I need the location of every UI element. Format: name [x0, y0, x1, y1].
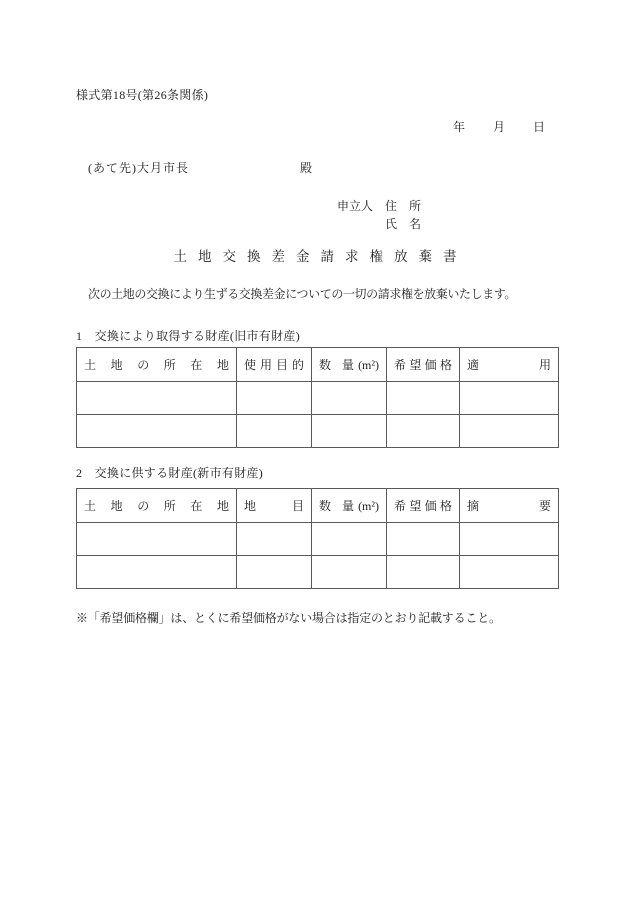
empty-cell	[237, 523, 312, 556]
body-text: 次の土地の交換により生ずる交換差金についての一切の請求権を放棄いたします。	[88, 287, 517, 301]
applicant-name-row	[385, 215, 421, 233]
table-1-header-row	[77, 348, 559, 382]
empty-cell	[387, 523, 460, 556]
empty-cell	[460, 523, 559, 556]
empty-cell	[460, 556, 559, 589]
section-2-heading: 2 交換に供する財産(新市有財産)	[76, 466, 264, 480]
header-cell-use-purpose	[237, 348, 312, 382]
header-cell-application	[460, 348, 559, 382]
header-cell-location	[77, 348, 237, 382]
empty-cell	[77, 382, 237, 415]
table-2-empty-row-1	[77, 523, 559, 556]
empty-cell	[312, 382, 387, 415]
header-label-use-purpose: 使 用 目 的	[244, 357, 304, 372]
table-acquired-property	[76, 347, 559, 448]
header-label-land-category: 地 目	[244, 498, 304, 513]
table-1-empty-row-2	[77, 415, 559, 448]
header-label-location: 土 地 の 所 在 地	[84, 357, 229, 372]
applicant-address-label: 住 所	[385, 199, 422, 213]
header-cell-desired-price	[387, 489, 460, 523]
section-1-heading: 1 交換により取得する財産(旧市有財産)	[76, 329, 300, 343]
empty-cell	[312, 556, 387, 589]
empty-cell	[237, 556, 312, 589]
empty-cell	[77, 523, 237, 556]
header-cell-location	[77, 489, 237, 523]
header-cell-quantity	[312, 489, 387, 523]
empty-cell	[77, 556, 237, 589]
addressee-honorific: 殿	[300, 161, 313, 175]
table-2-header-row	[77, 489, 559, 523]
applicant-address-row	[337, 197, 421, 215]
document-title: 土地交換差金請求権放棄書	[173, 249, 468, 264]
date-year-label: 年	[452, 120, 465, 134]
empty-cell	[237, 382, 312, 415]
applicant-block	[337, 197, 421, 233]
applicant-label: 申立人	[337, 199, 374, 213]
empty-cell	[312, 415, 387, 448]
header-label-desired-price: 希 望 価 格	[394, 357, 452, 372]
empty-cell	[387, 382, 460, 415]
empty-cell	[460, 382, 559, 415]
header-label-desired-price: 希 望 価 格	[394, 498, 452, 513]
empty-cell	[237, 415, 312, 448]
empty-cell	[387, 415, 460, 448]
header-label-quantity: 数 量(m²)	[319, 498, 379, 513]
header-cell-quantity	[312, 348, 387, 382]
date-day-label: 日	[532, 120, 545, 134]
header-label-remarks: 摘 要	[467, 498, 551, 513]
empty-cell	[77, 415, 237, 448]
empty-cell	[312, 523, 387, 556]
header-cell-remarks	[460, 489, 559, 523]
header-cell-land-category	[237, 489, 312, 523]
date-line	[453, 119, 545, 135]
table-offered-property	[76, 488, 559, 589]
table-2-empty-row-2	[77, 556, 559, 589]
applicant-name-label: 氏 名	[385, 217, 422, 231]
header-label-application: 適 用	[467, 357, 551, 372]
table-1-empty-row-1	[77, 382, 559, 415]
footnote: ※「希望価格欄」は、とくに希望価格がない場合は指定のとおり記載すること。	[76, 611, 501, 625]
form-number: 様式第18号(第26条関係)	[76, 88, 209, 102]
header-label-location: 土 地 の 所 在 地	[84, 498, 229, 513]
date-month-label: 月	[492, 120, 505, 134]
addressee: (あて先)大月市長	[88, 161, 189, 175]
empty-cell	[460, 415, 559, 448]
empty-cell	[387, 556, 460, 589]
header-cell-desired-price	[387, 348, 460, 382]
header-label-quantity: 数 量(m²)	[319, 357, 379, 372]
